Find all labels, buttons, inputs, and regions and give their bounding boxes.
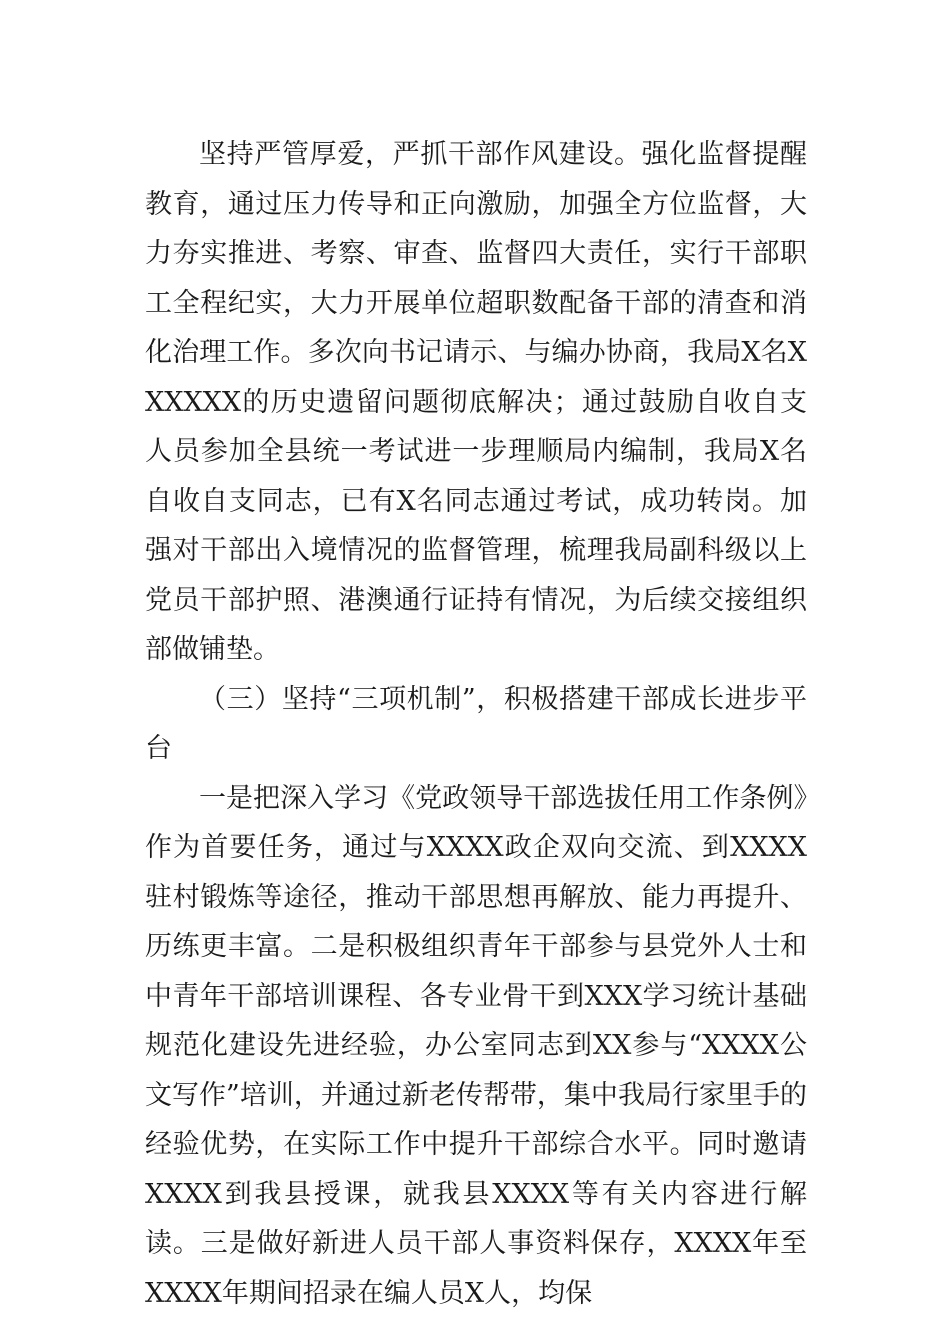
section-heading-three-mechanisms: （三）坚持“三项机制”，积极搭建干部成长进步平台 [145,683,807,764]
document-body [145,130,807,1318]
paragraph-cadre-discipline: 坚持严管厚爱，严抓干部作风建设。强化监督提醒教育，通过压力传导和正向激励，加强全方位监督，大力夯实推进、考察、审查、监督四大责任，实行干部职工全程纪实，大力开展单位超职数配备干部的清查和消化治理工作。多次向书记请示、与编办协商，我局X名XXXXXX的历史遗留问题彻底解决；通过鼓励自收自支人员参加全县统一考试进一步理顺局内编制，我局X名自收自支同志，已有X名同志通过考试，成功转岗。加强对干部出入境情况的监督管理，梳理我局副科级以上党员干部护照、港澳通行证持有情况，为后续交接组织部做铺垫。 [145,139,807,665]
paragraph-cadre-growth: 一是把深入学习《党政领导干部选拔任用工作条例》作为首要任务，通过与XXXX政企双向交流、到XXXX驻村锻炼等途径，推动干部思想再解放、能力再提升、历练更丰富。二是积极组织青年干部参与县党外人士和中青年干部培训课程、各专业骨干到XXX学习统计基础规范化建设先进经验，办公室同志到XX参与“XXXX公文写作”培训，并通过新老传帮带，集中我局行家里手的经验优势，在实际工作中提升干部综合水平。同时邀请XXXX到我县授课，就我县XXXX等有关内容进行解读。三是做好新进人员干部人事资料保存，XXXX年至XXXX年期间招录在编人员X人，均保 [145,782,807,1309]
